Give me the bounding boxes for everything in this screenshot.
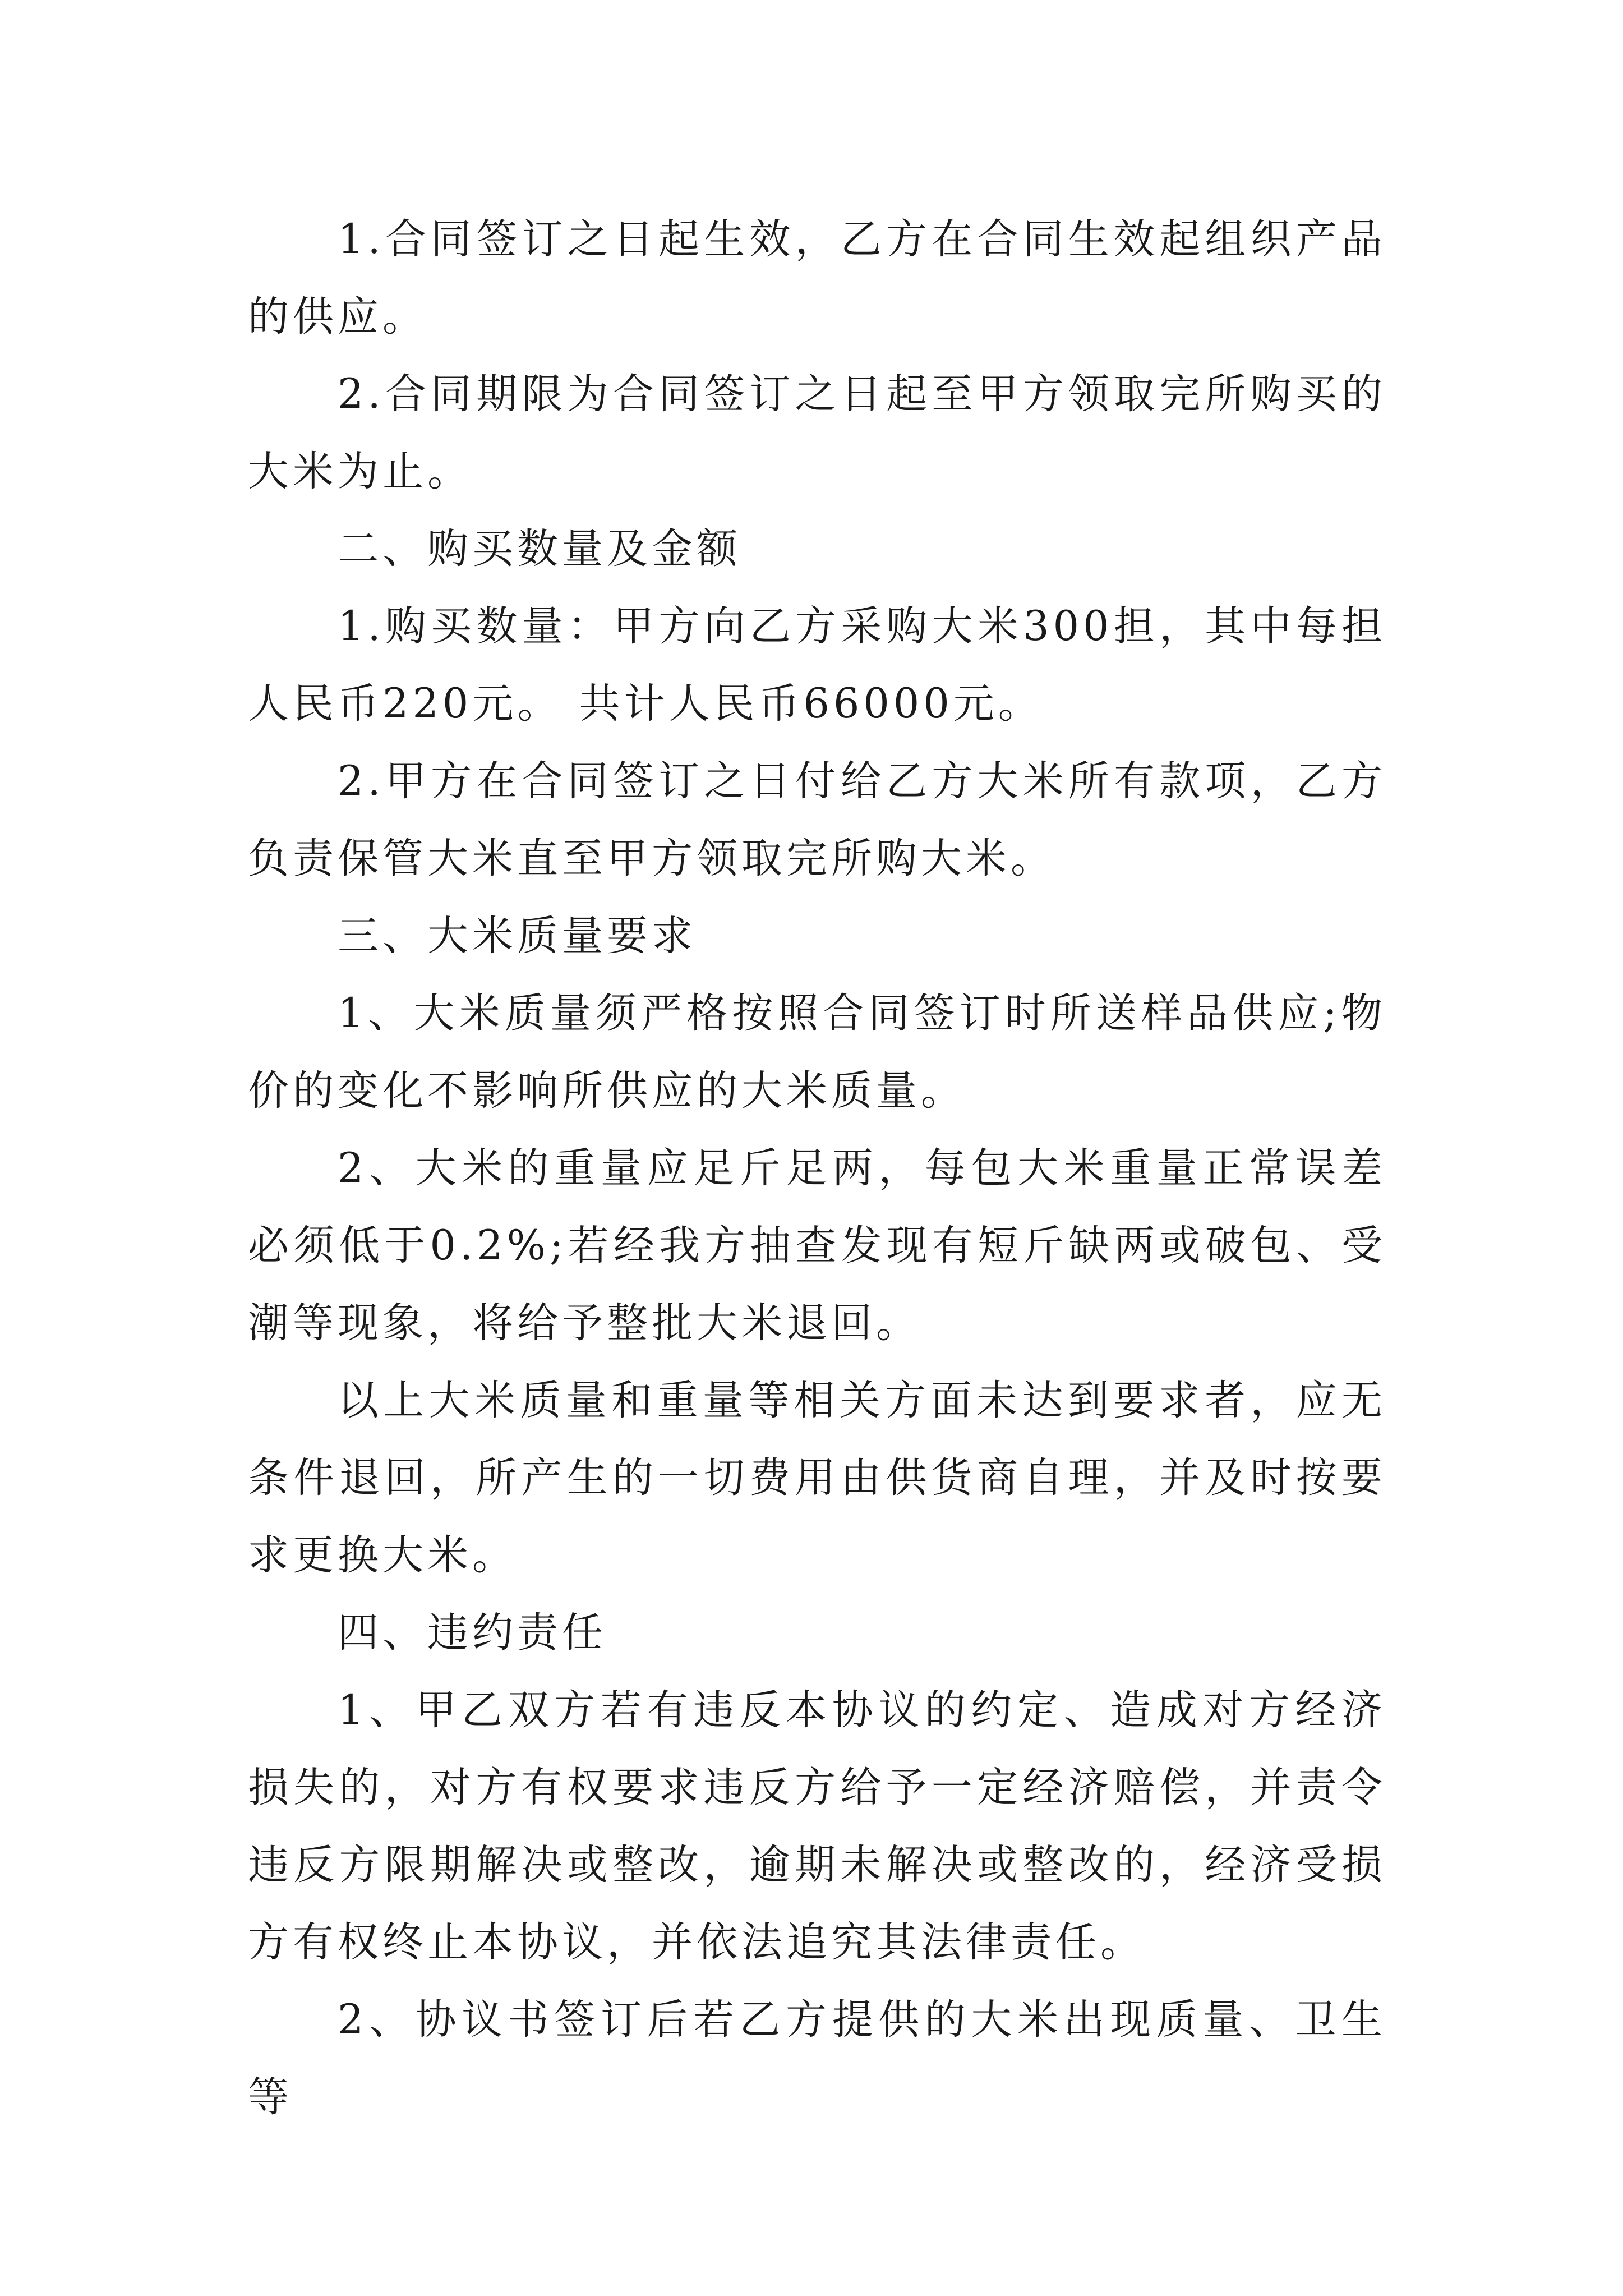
paragraph-contract-term: 2.合同期限为合同签订之日起至甲方领取完所购买的大米为止。: [248, 370, 1386, 495]
section-heading-quantity-amount: 二、购买数量及金额: [338, 525, 741, 573]
paragraph-weight-requirement: 2、大米的重量应足斤足两，每包大米重量正常误差必须低于0.2%;若经我方抽查发现有短斤缺两或破包、受潮等现象，将给予整批大米退回。: [248, 1144, 1386, 1347]
paragraph-quality-sample: 1、大米质量须严格按照合同签订时所送样品供应;物价的变化不影响所供应的大米质量。: [248, 990, 1386, 1115]
paragraph-return-policy: 以上大米质量和重量等相关方面未达到要求者，应无条件退回，所产生的一切费用由供货商自理，并及时按要求更换大米。: [248, 1377, 1386, 1579]
paragraph-payment: 2.甲方在合同签订之日付给乙方大米所有款项，乙方负责保管大米直至甲方领取完所购大米。: [248, 757, 1386, 882]
paragraph-breach-compensation: 1、甲乙双方若有违反本协议的约定、造成对方经济损失的，对方有权要求违反方给予一定经济赔偿，并责令违反方限期解决或整改，逾期未解决或整改的，经济受损方有权终止本协议，并依法追究其法律责任。: [248, 1686, 1386, 1966]
paragraph-effective-date: 1.合同签订之日起生效，乙方在合同生效起组织产品的供应。: [248, 215, 1386, 341]
section-heading-liability: 四、违约责任: [338, 1609, 607, 1657]
paragraph-quality-issue: 2、协议书签订后若乙方提供的大米出现质量、卫生等: [248, 1996, 1386, 2121]
section-heading-quality: 三、大米质量要求: [338, 912, 697, 960]
paragraph-purchase-quantity: 1.购买数量：甲方向乙方采购大米300担，其中每担人民币220元。 共计人民币66000元。: [248, 602, 1386, 728]
document-body: [248, 201, 1386, 2136]
